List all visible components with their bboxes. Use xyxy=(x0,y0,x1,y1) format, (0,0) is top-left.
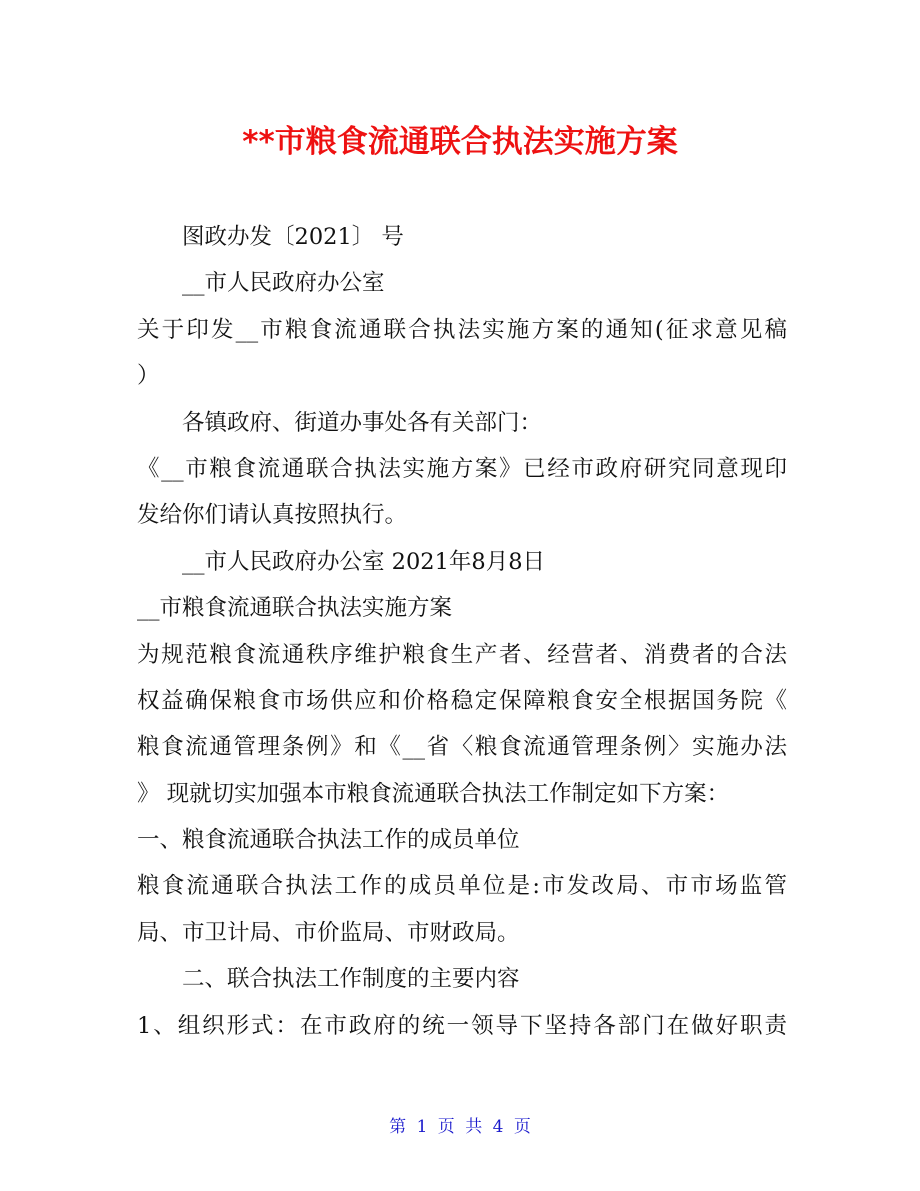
paragraph-line: 》 现就切实加强本市粮食流通联合执法工作制定如下方案： xyxy=(137,780,730,807)
paragraph-line: 权益确保粮食市场供应和价格稳定保障粮食安全根据国务院《 xyxy=(137,687,787,714)
document-title: **市粮食流通联合执法实施方案 xyxy=(242,124,678,160)
notice-title-continuation: ） xyxy=(137,363,160,390)
recipients-line: 各镇政府、街道办事处各有关部门： xyxy=(182,409,543,436)
page-number-footer: 第 1 页 共 4 页 xyxy=(389,1117,531,1137)
paragraph-line: 发给你们请认真按照执行。 xyxy=(137,502,408,529)
paragraph-line: 《__市粮食流通联合执法实施方案》已经市政府研究同意现印 xyxy=(137,455,787,482)
paragraph-line: 为规范粮食流通秩序维护粮食生产者、经营者、消费者的合法 xyxy=(137,641,787,668)
paragraph-line: 局、市卫计局、市价监局、市财政局。 xyxy=(137,919,520,946)
document-body xyxy=(137,214,787,1049)
paragraph-line: 粮食流通联合执法工作的成员单位是:市发改局、市市场监管 xyxy=(137,873,787,900)
section-heading: 二、联合执法工作制度的主要内容 xyxy=(182,966,520,993)
section-heading: 一、粮食流通联合执法工作的成员单位 xyxy=(137,827,520,854)
document-number: 图政办发〔2021〕 号 xyxy=(182,224,404,250)
issuing-office: __市人民政府办公室 xyxy=(182,270,385,297)
section-heading: __市粮食流通联合执法实施方案 xyxy=(137,595,453,622)
notice-title-line: 关于印发__市粮食流通联合执法实施方案的通知(征求意见稿 xyxy=(137,316,787,343)
paragraph-line: 粮食流通管理条例》和《__省〈粮食流通管理条例〉实施办法 xyxy=(137,734,787,761)
paragraph-line: 1、组织形式：在市政府的统一领导下坚持各部门在做好职责 xyxy=(137,1012,787,1039)
signature-date-line: __市人民政府办公室 2021年8月8日 xyxy=(182,548,546,575)
